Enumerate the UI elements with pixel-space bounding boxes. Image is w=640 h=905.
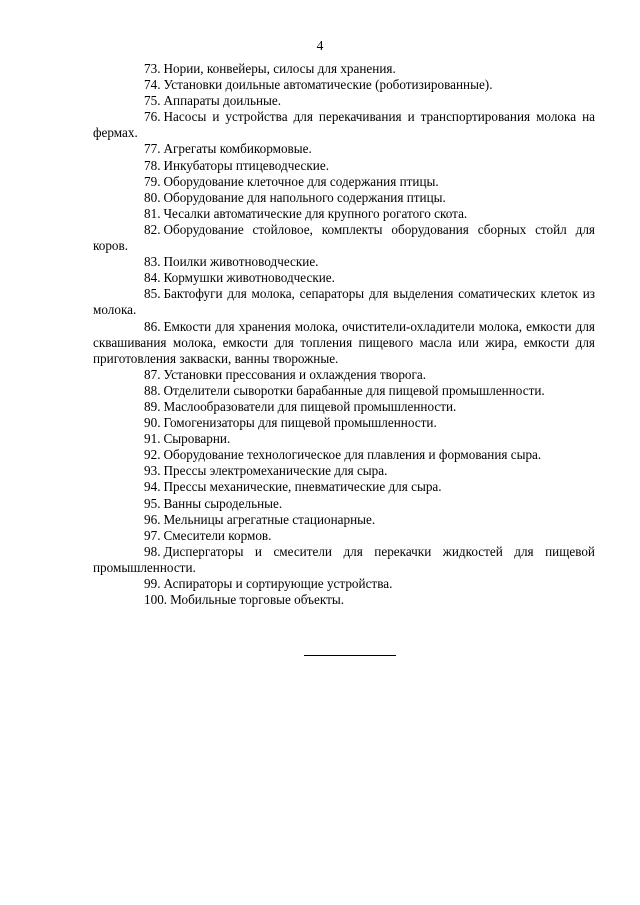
list-item [93, 544, 595, 576]
list-item [93, 286, 595, 318]
list-item [93, 367, 595, 383]
list-item-number: 86. [144, 318, 161, 334]
list-item-number: 95. [144, 495, 161, 511]
list-item-number: 74. [144, 77, 161, 93]
list-item [93, 77, 595, 93]
list-item-number: 99. [144, 576, 161, 591]
list-item-text: Маслообразователи для пищевой промышленности. [163, 398, 457, 414]
list-item [93, 174, 595, 190]
list-item [93, 190, 595, 206]
list-item [93, 158, 595, 174]
list-item-number: 76. [144, 109, 161, 125]
list-item-text: Емкости для хранения молока, очистители-охладители молока, емкости для сквашивания молока, емкости для топления пищевого масла или жира, емкости для приготовления закваски, ванны творожные. [93, 318, 595, 366]
list-item-text: Чесалки автоматические для крупного рогатого скота. [163, 205, 468, 221]
list-item [93, 399, 595, 415]
list-item-text: Поилки животноводческие. [163, 254, 319, 270]
list-item-text: Оборудование для напольного содержания птицы. [163, 189, 446, 205]
list-item [93, 431, 595, 447]
list-item-text: Оборудование клеточное для содержания птицы. [163, 173, 439, 189]
list-item-text: Диспергаторы и смесители для перекачки жидкостей для пищевой промышленности. [93, 543, 595, 575]
list-item [93, 141, 595, 157]
list-item-number: 92. [144, 447, 161, 463]
list-item-text: Агрегаты комбикормовые. [163, 141, 312, 157]
list-item-text: Мобильные торговые объекты. [170, 592, 344, 608]
list-item-text: Аспираторы и сортирующие устройства. [163, 576, 393, 591]
list-item-text: Установки прессования и охлаждения творога. [163, 366, 427, 382]
list-item-number: 75. [144, 93, 161, 109]
list-item-text: Инкубаторы птицеводческие. [163, 157, 329, 173]
list-item-number: 82. [144, 221, 161, 237]
list-item-number: 88. [144, 382, 161, 398]
list-item-number: 93. [144, 463, 161, 479]
list-item [93, 254, 595, 270]
list-item-number: 98. [144, 543, 161, 559]
list-item-text: Установки доильные автоматические (роботизированные). [163, 77, 493, 93]
list-item-text: Гомогенизаторы для пищевой промышленности. [163, 415, 437, 431]
list-item [93, 206, 595, 222]
list-item-text: Насосы и устройства для перекачивания и транспортирования молока на фермах. [93, 109, 595, 141]
list-item [93, 415, 595, 431]
list-item-number: 85. [144, 286, 161, 302]
list-item-number: 87. [144, 366, 161, 382]
list-item-number: 90. [144, 415, 161, 431]
list-item [93, 319, 595, 367]
list-item-text: Оборудование технологическое для плавления и формования сыра. [163, 447, 542, 463]
list-item-text: Бактофуги для молока, сепараторы для выделения соматических клеток из молока. [93, 286, 595, 318]
list-item-text: Сыроварни. [163, 431, 231, 447]
list-item-number: 81. [144, 205, 161, 221]
list-item-text: Аппараты доильные. [163, 93, 282, 109]
list-item-number: 78. [144, 157, 161, 173]
list-item-number: 77. [144, 141, 161, 157]
list-item [93, 528, 595, 544]
list-item-text: Прессы механические, пневматические для сыра. [163, 479, 442, 495]
list-item-text: Оборудование стойловое, комплекты оборудования сборных стойл для коров. [93, 221, 595, 254]
list-item-text: Отделители сыворотки барабанные для пищевой промышленности. [163, 382, 545, 398]
list-item [93, 222, 595, 254]
list-item-text: Смесители кормов. [163, 527, 272, 543]
list-item-number: 83. [144, 254, 161, 270]
footer-separator-line [304, 655, 396, 656]
equipment-list [93, 61, 595, 608]
list-item-number: 79. [144, 173, 161, 189]
list-item-number: 94. [144, 479, 161, 495]
list-item [93, 383, 595, 399]
list-item [93, 109, 595, 141]
list-item-number: 91. [144, 431, 161, 447]
list-item-text: Прессы электромеханические для сыра. [163, 463, 388, 479]
list-item [93, 463, 595, 479]
list-item [93, 447, 595, 463]
list-item-text: Нории, конвейеры, силосы для хранения. [163, 61, 396, 76]
list-item [93, 496, 595, 512]
list-item-number: 100. [144, 592, 168, 608]
list-item [93, 512, 595, 528]
list-item [93, 479, 595, 495]
list-item-number: 96. [144, 511, 161, 527]
list-item-text: Кормушки животноводческие. [163, 270, 335, 286]
list-item-text: Мельницы агрегатные стационарные. [163, 511, 376, 527]
list-item-number: 84. [144, 270, 161, 286]
list-item-number: 73. [144, 61, 161, 76]
list-item-number: 80. [144, 189, 161, 205]
list-item [93, 61, 595, 77]
list-item-number: 89. [144, 398, 161, 414]
page-number: 4 [316, 38, 324, 53]
list-item-text: Ванны сыродельные. [163, 495, 283, 511]
list-item-number: 97. [144, 527, 161, 543]
list-item [93, 592, 595, 608]
list-item [93, 576, 595, 592]
list-item [93, 93, 595, 109]
list-item [93, 270, 595, 286]
